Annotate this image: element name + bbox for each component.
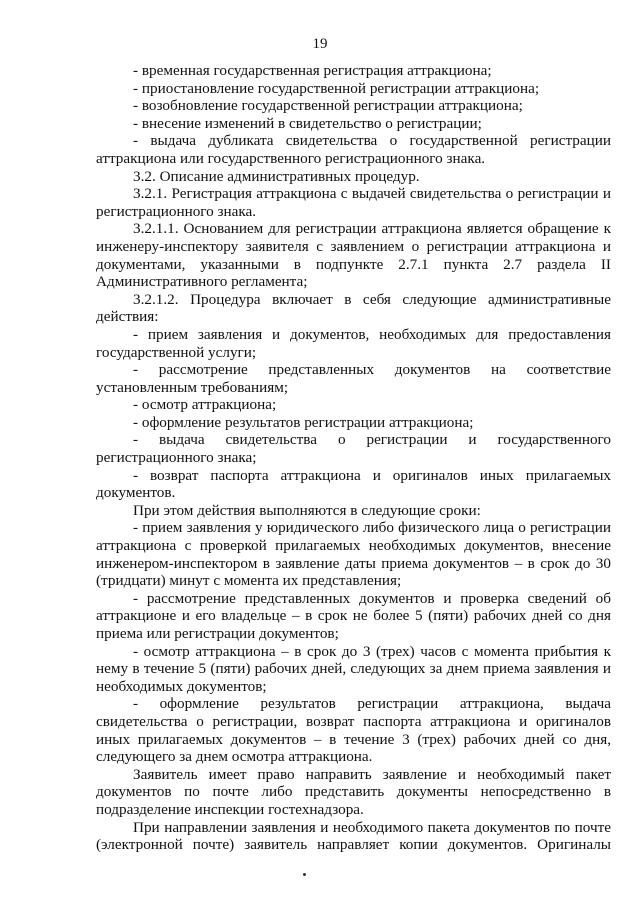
page-number: 19 xyxy=(312,36,328,52)
list-item: - прием заявления и документов, необходимых для предоставления государственной услуги; xyxy=(96,325,611,361)
list-item: - возврат паспорта аттракциона и оригиналов иных прилагаемых документов. xyxy=(96,466,611,502)
list-item: - оформление результатов регистрации аттракциона, выдача свидетельства о регистрации, возврат паспорта аттракциона и оригиналов иных прилагаемых документов – в течение 3 (трех) рабочих дней со дня, следующего за днем осмотра аттракциона. xyxy=(96,695,611,766)
list-item: - приостановление государственной регистрации аттракциона; xyxy=(133,79,540,97)
list-item: - возобновление государственной регистрации аттракциона; xyxy=(133,97,523,115)
list-item: - рассмотрение представленных документов и проверка сведений об аттракционе и его владельце – в срок не более 5 (пяти) рабочих дней со дня приема или регистрации документов; xyxy=(96,589,611,642)
list-item: - выдача дубликата свидетельства о государственной регистрации аттракциона или государственного регистрационного знака. xyxy=(96,132,611,167)
paragraph: При направлении заявления и необходимого пакета документов по почте (электронной почте) заявитель направляет копии документов. Оригиналы xyxy=(96,818,611,854)
list-item: - временная государственная регистрация аттракциона; xyxy=(133,62,492,79)
paragraph: Заявитель имеет право направить заявление и необходимый пакет документов по почте либо представить документы непосредственно в подразделение инспекции гостехнадзора. xyxy=(96,765,611,818)
paragraph: 3.2.1.1. Основанием для регистрации аттракциона является обращение к инженеру-инспектору заявителя с заявлением о регистрации аттракциона и документами, указанными в подпункте 2.7.1 пункта 2.7 раздела II Административного регламента; xyxy=(96,220,611,291)
list-item: - выдача свидетельства о регистрации и государственного регистрационного знака; xyxy=(96,431,611,467)
list-item: - внесение изменений в свидетельство о регистрации; xyxy=(133,114,482,132)
section-heading: 3.2. Описание административных процедур. xyxy=(133,167,420,185)
list-item: - осмотр аттракциона – в срок до 3 (трех) часов с момента прибытия к нему в течение 5 (пяти) рабочих дней, следующих за днем приема заявления и необходимых документов; xyxy=(96,642,611,695)
list-item: - прием заявления у юридического либо физического лица о регистрации аттракциона с проверкой прилагаемых необходимых документов, внесение инженером-инспектором в заявление даты приема документов – в срок до 30 (тридцати) минут с момента их представления; xyxy=(96,519,611,590)
list-item: - осмотр аттракциона; xyxy=(133,396,277,414)
paragraph: При этом действия выполняются в следующие сроки: xyxy=(133,501,481,519)
list-item: - оформление результатов регистрации аттракциона; xyxy=(133,413,474,431)
scan-dot-mark xyxy=(303,873,306,876)
document-body xyxy=(96,62,611,854)
paragraph: 3.2.1.2. Процедура включает в себя следующие административные действия: xyxy=(96,290,611,326)
subsection-heading: 3.2.1. Регистрация аттракциона с выдачей свидетельства о регистрации и регистрационного знака. xyxy=(96,185,611,220)
list-item: - рассмотрение представленных документов на соответствие установленным требованиям; xyxy=(96,361,611,396)
